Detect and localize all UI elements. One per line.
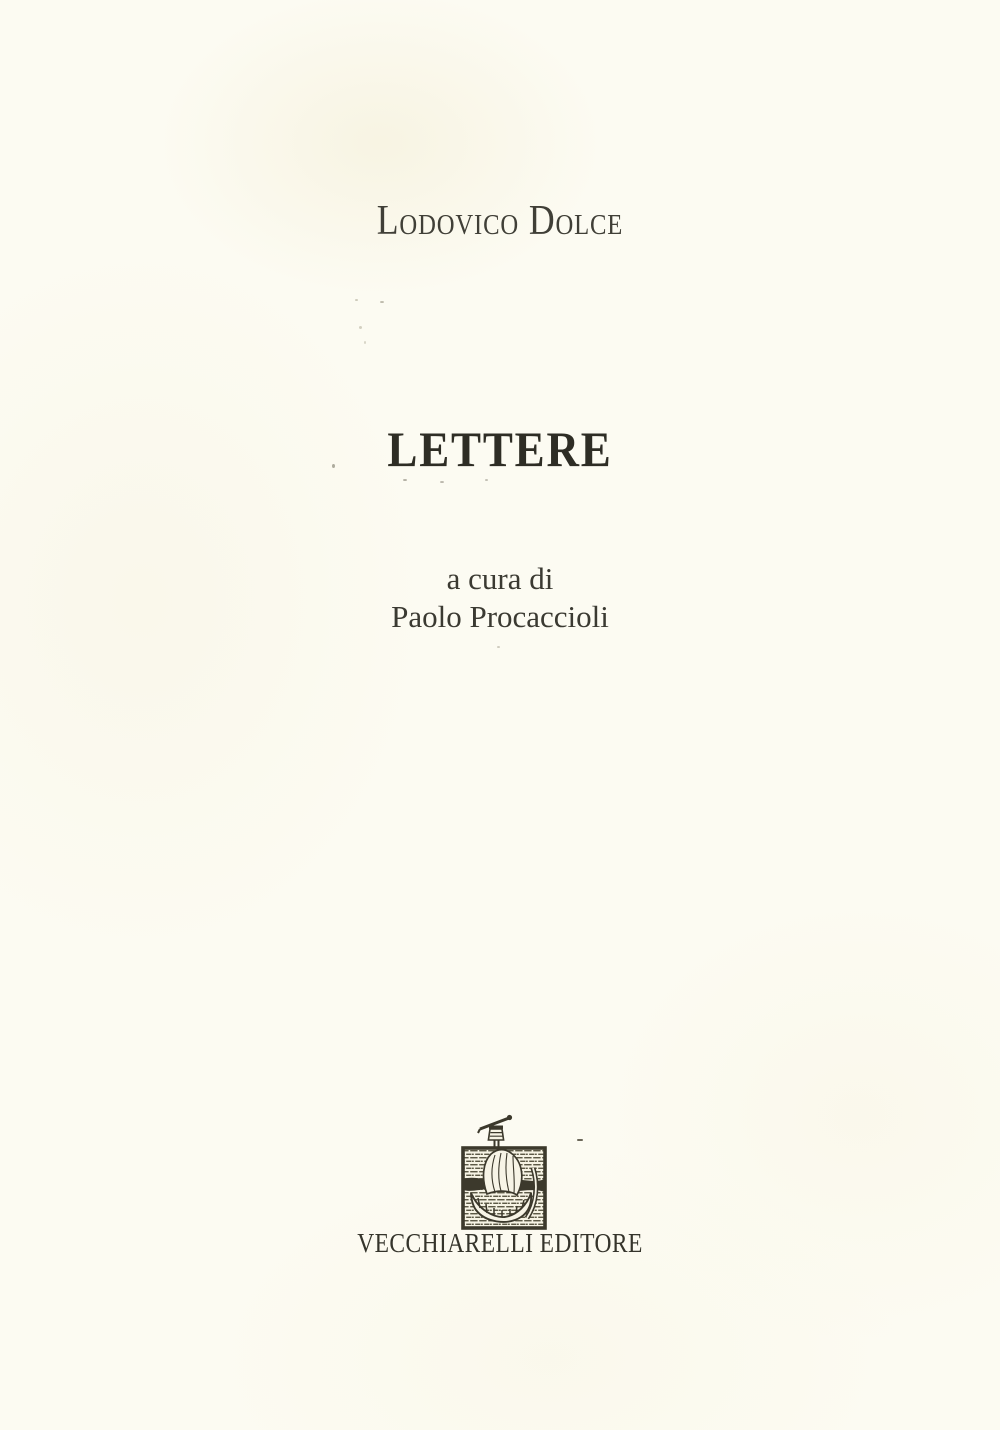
publisher-name: VECCHIARELLI EDITORE — [357, 1228, 643, 1258]
scan-speck — [380, 301, 384, 303]
scan-speck — [359, 326, 362, 329]
scan-speck — [403, 479, 407, 481]
scan-speck — [577, 1139, 583, 1141]
scan-speck — [485, 479, 488, 481]
author-name: Lodovico Dolce — [376, 198, 624, 244]
editor-block — [0, 560, 1000, 636]
scan-speck — [332, 464, 335, 468]
scan-speck — [440, 481, 444, 483]
editor-name: Paolo Procaccioli — [391, 599, 609, 634]
editor-prefix: a cura di — [446, 561, 554, 596]
book-title: LETTERE — [387, 421, 613, 477]
scan-speck — [355, 299, 358, 301]
publisher-logo — [445, 1100, 555, 1230]
scan-speck — [364, 341, 366, 344]
sailing-ship-woodcut-icon — [445, 1100, 555, 1230]
scan-speck — [497, 646, 500, 648]
